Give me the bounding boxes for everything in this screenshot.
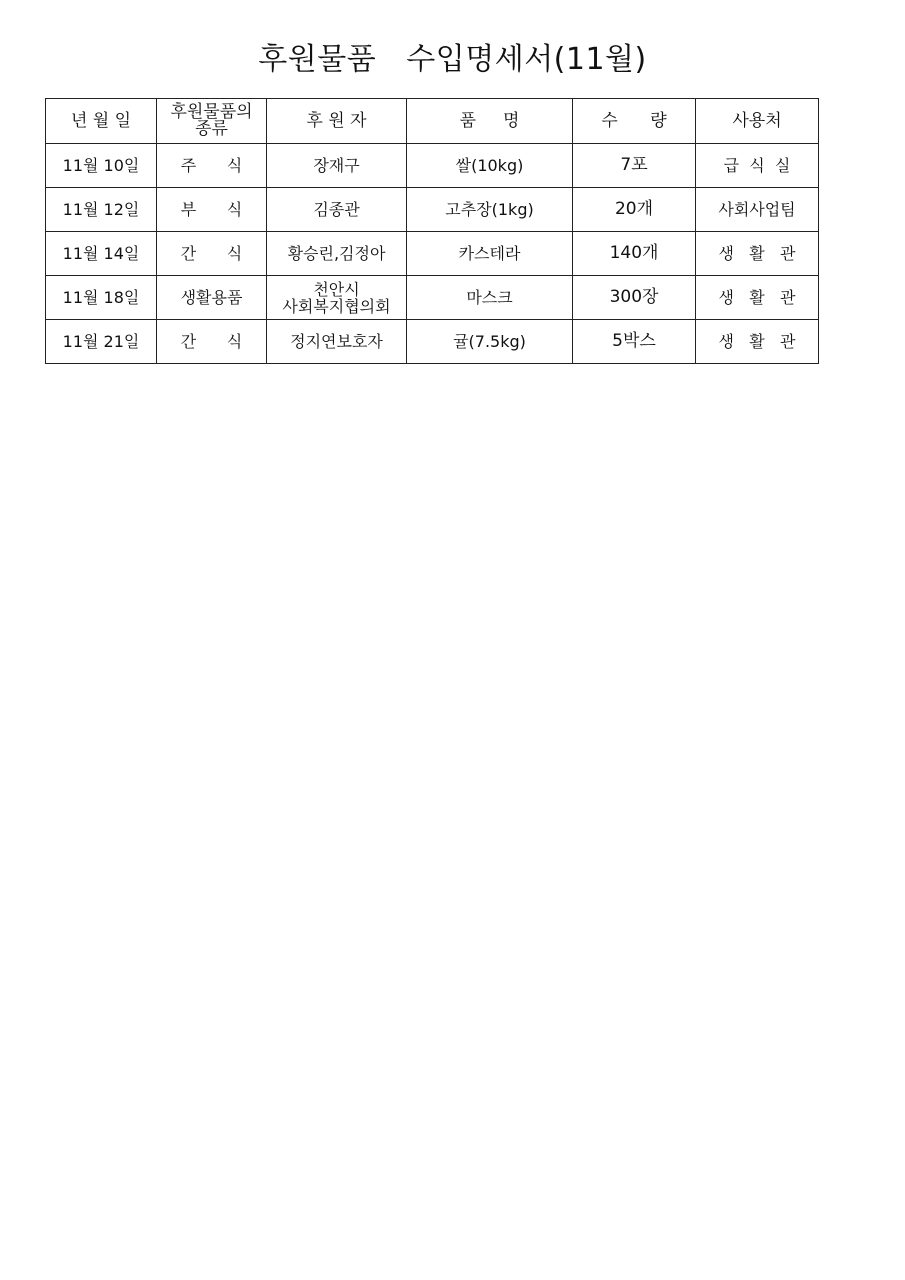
cell-donor: 황승린,김정아 [267,232,407,276]
cell-donor: 천안시 사회복지협의회 [267,276,407,320]
cell-kind: 부 식 [157,188,267,232]
cell-item: 쌀(10kg) [407,144,573,188]
cell-usage: 생 활 관 [696,320,819,364]
donation-receipt-table [45,98,819,364]
cell-donor: 김종관 [267,188,407,232]
header-kind: 후원물품의 종류 [157,99,267,144]
table-row [46,188,819,232]
header-usage: 사용처 [696,99,819,144]
cell-quantity: 140개 [573,232,696,276]
cell-usage: 생 활 관 [696,232,819,276]
table-row [46,320,819,364]
cell-quantity: 5박스 [573,320,696,364]
header-date: 년 월 일 [46,99,157,144]
table-row [46,276,819,320]
cell-kind: 간 식 [157,232,267,276]
cell-date: 11월 12일 [46,188,157,232]
header-item: 품 명 [407,99,573,144]
cell-item: 마스크 [407,276,573,320]
table-header-row [46,99,819,144]
cell-quantity: 20개 [573,188,696,232]
cell-date: 11월 21일 [46,320,157,364]
cell-usage: 사회사업팀 [696,188,819,232]
cell-quantity: 300장 [573,276,696,320]
page-title: 후원물품 수입명세서(11월) [258,42,647,77]
cell-quantity: 7포 [573,144,696,188]
cell-date: 11월 18일 [46,276,157,320]
header-quantity: 수 량 [573,99,696,144]
header-donor: 후 원 자 [267,99,407,144]
table-row [46,232,819,276]
cell-usage: 급 식 실 [696,144,819,188]
cell-donor: 정지연보호자 [267,320,407,364]
cell-date: 11월 14일 [46,232,157,276]
cell-item: 카스테라 [407,232,573,276]
table-row [46,144,819,188]
cell-usage: 생 활 관 [696,276,819,320]
cell-date: 11월 10일 [46,144,157,188]
cell-kind: 주 식 [157,144,267,188]
cell-item: 귤(7.5kg) [407,320,573,364]
cell-donor: 장재구 [267,144,407,188]
cell-kind: 생활용품 [157,276,267,320]
cell-kind: 간 식 [157,320,267,364]
cell-item: 고추장(1kg) [407,188,573,232]
